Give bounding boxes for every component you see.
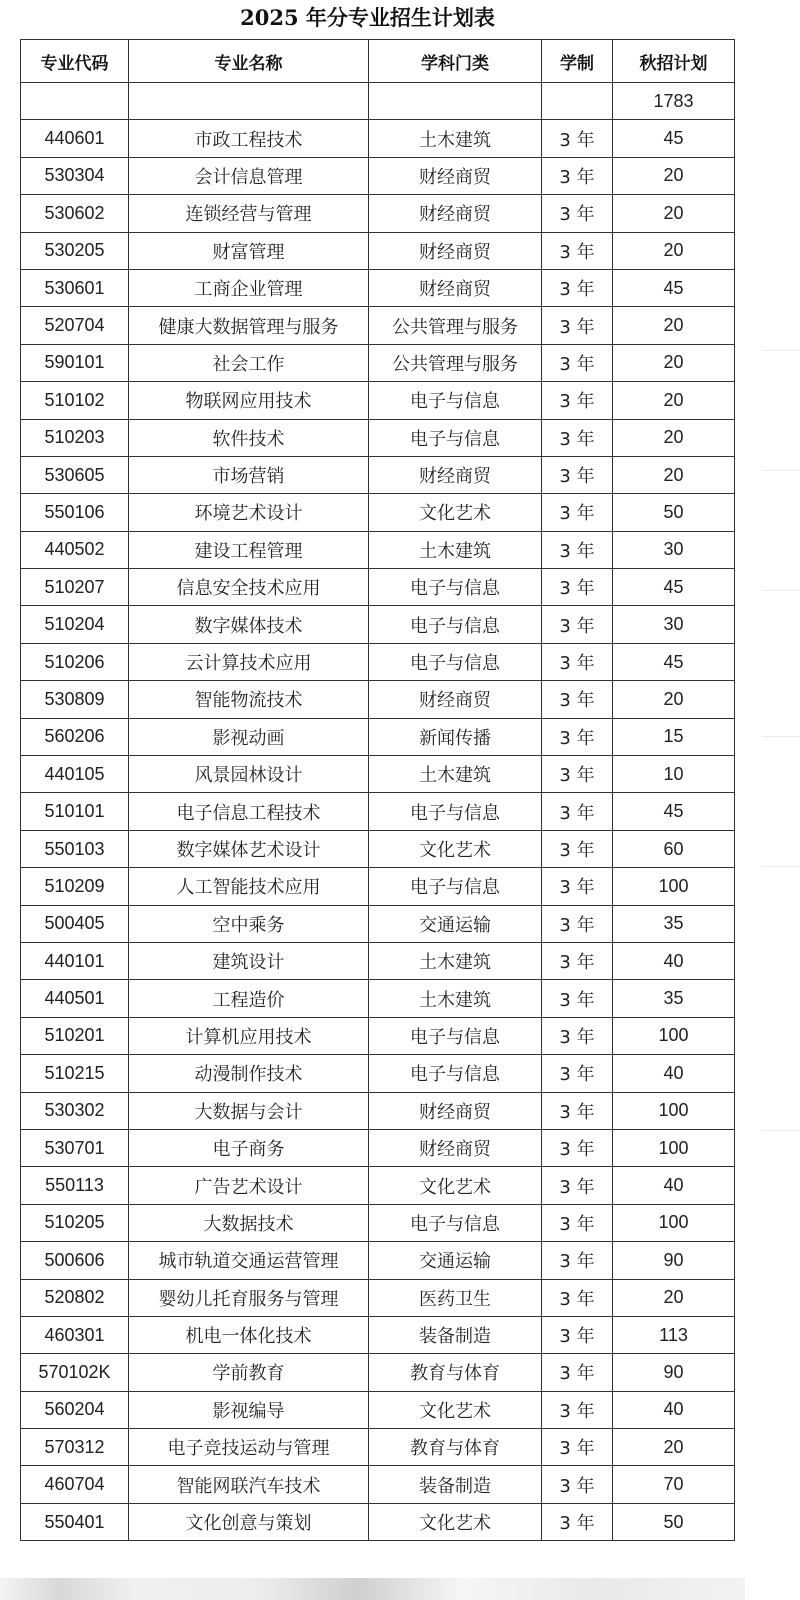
cell-major-code: 590101 xyxy=(21,344,129,381)
table-row xyxy=(21,1466,735,1503)
table-row xyxy=(21,1391,735,1428)
cell-major-code: 510102 xyxy=(21,382,129,419)
cell-autumn-plan: 30 xyxy=(613,531,735,568)
cell-duration: 3 年 xyxy=(542,681,613,718)
cell-major-name: 文化创意与策划 xyxy=(129,1503,369,1540)
table-row xyxy=(21,307,735,344)
cell-major-code: 550113 xyxy=(21,1167,129,1204)
cell-discipline: 公共管理与服务 xyxy=(369,307,542,344)
document-title: 2025 年分专业招生计划表 xyxy=(240,5,495,30)
cell-discipline: 文化艺术 xyxy=(369,494,542,531)
cell-major-code: 460301 xyxy=(21,1316,129,1353)
cell-discipline: 电子与信息 xyxy=(369,606,542,643)
cell-autumn-plan: 20 xyxy=(613,1279,735,1316)
table-row xyxy=(21,269,735,306)
header-major-code: 专业代码 xyxy=(21,40,129,83)
cell-autumn-plan: 90 xyxy=(613,1354,735,1391)
cell-duration: 3 年 xyxy=(542,1167,613,1204)
cell-duration: 3 年 xyxy=(542,830,613,867)
cell-major-name: 影视动画 xyxy=(129,718,369,755)
cell-major-name: 电子信息工程技术 xyxy=(129,793,369,830)
table-row xyxy=(21,942,735,979)
cell-autumn-plan: 45 xyxy=(613,793,735,830)
cell-major-code: 570102K xyxy=(21,1354,129,1391)
table-row xyxy=(21,1242,735,1279)
cell-discipline: 财经商贸 xyxy=(369,232,542,269)
margin-tick xyxy=(762,350,800,351)
cell-autumn-plan: 20 xyxy=(613,681,735,718)
cell-major-name: 云计算技术应用 xyxy=(129,643,369,680)
cell-autumn-plan: 40 xyxy=(613,1055,735,1092)
cell-autumn-plan: 20 xyxy=(613,157,735,194)
cell-major-name: 建设工程管理 xyxy=(129,531,369,568)
table-row xyxy=(21,344,735,381)
table-row xyxy=(21,1055,735,1092)
cell-major-code: 560204 xyxy=(21,1391,129,1428)
cell-major-name: 建筑设计 xyxy=(129,942,369,979)
header-autumn-plan: 秋招计划 xyxy=(613,40,735,83)
margin-tick xyxy=(762,590,800,591)
cell-duration: 3 年 xyxy=(542,942,613,979)
cell-major-name: 市政工程技术 xyxy=(129,120,369,157)
cell-major-name: 数字媒体艺术设计 xyxy=(129,830,369,867)
cell-duration: 3 年 xyxy=(542,718,613,755)
margin-tick xyxy=(762,736,800,737)
cell-autumn-plan: 100 xyxy=(613,1017,735,1054)
cell-duration: 3 年 xyxy=(542,531,613,568)
cell-major-code: 510203 xyxy=(21,419,129,456)
total-cell-name xyxy=(129,83,369,120)
header-duration: 学制 xyxy=(542,40,613,83)
cell-major-name: 工商企业管理 xyxy=(129,269,369,306)
cell-duration: 3 年 xyxy=(542,1503,613,1540)
cell-major-code: 530302 xyxy=(21,1092,129,1129)
cell-discipline: 电子与信息 xyxy=(369,1055,542,1092)
cell-duration: 3 年 xyxy=(542,1466,613,1503)
cell-major-code: 550106 xyxy=(21,494,129,531)
cell-duration: 3 年 xyxy=(542,1242,613,1279)
cell-major-code: 530809 xyxy=(21,681,129,718)
cell-discipline: 文化艺术 xyxy=(369,1167,542,1204)
cell-major-name: 市场营销 xyxy=(129,456,369,493)
table-row xyxy=(21,980,735,1017)
cell-autumn-plan: 40 xyxy=(613,1391,735,1428)
cell-major-code: 530304 xyxy=(21,157,129,194)
cell-major-code: 460704 xyxy=(21,1466,129,1503)
cell-major-code: 550103 xyxy=(21,830,129,867)
table-row xyxy=(21,905,735,942)
cell-major-code: 510101 xyxy=(21,793,129,830)
cell-autumn-plan: 50 xyxy=(613,1503,735,1540)
table-row xyxy=(21,382,735,419)
total-cell-discipline xyxy=(369,83,542,120)
table-row xyxy=(21,1204,735,1241)
cell-discipline: 土木建筑 xyxy=(369,942,542,979)
cell-duration: 3 年 xyxy=(542,569,613,606)
cell-autumn-plan: 90 xyxy=(613,1242,735,1279)
cell-autumn-plan: 20 xyxy=(613,1429,735,1466)
cell-autumn-plan: 100 xyxy=(613,1092,735,1129)
total-row xyxy=(21,83,735,120)
cell-major-name: 环境艺术设计 xyxy=(129,494,369,531)
cell-autumn-plan: 35 xyxy=(613,905,735,942)
cell-major-code: 520704 xyxy=(21,307,129,344)
cell-discipline: 公共管理与服务 xyxy=(369,344,542,381)
right-margin-strip xyxy=(752,0,800,1600)
cell-duration: 3 年 xyxy=(542,1354,613,1391)
cell-discipline: 电子与信息 xyxy=(369,1017,542,1054)
cell-major-code: 530205 xyxy=(21,232,129,269)
cell-duration: 3 年 xyxy=(542,793,613,830)
cell-duration: 3 年 xyxy=(542,157,613,194)
cell-major-code: 510209 xyxy=(21,868,129,905)
cell-discipline: 电子与信息 xyxy=(369,1204,542,1241)
table-row xyxy=(21,1092,735,1129)
cell-duration: 3 年 xyxy=(542,494,613,531)
cell-major-name: 电子商务 xyxy=(129,1129,369,1166)
cell-major-code: 500405 xyxy=(21,905,129,942)
cell-major-name: 物联网应用技术 xyxy=(129,382,369,419)
cell-duration: 3 年 xyxy=(542,232,613,269)
cell-major-name: 学前教育 xyxy=(129,1354,369,1391)
cell-discipline: 电子与信息 xyxy=(369,419,542,456)
table-row xyxy=(21,718,735,755)
table-row xyxy=(21,1167,735,1204)
cell-autumn-plan: 20 xyxy=(613,382,735,419)
cell-autumn-plan: 100 xyxy=(613,868,735,905)
cell-discipline: 装备制造 xyxy=(369,1466,542,1503)
cell-discipline: 教育与体育 xyxy=(369,1429,542,1466)
cell-major-name: 影视编导 xyxy=(129,1391,369,1428)
table-header-row xyxy=(21,40,735,83)
cell-major-code: 530701 xyxy=(21,1129,129,1166)
cell-discipline: 电子与信息 xyxy=(369,569,542,606)
cell-discipline: 财经商贸 xyxy=(369,456,542,493)
cell-major-name: 工程造价 xyxy=(129,980,369,1017)
cell-major-name: 健康大数据管理与服务 xyxy=(129,307,369,344)
cell-discipline: 土木建筑 xyxy=(369,120,542,157)
cell-duration: 3 年 xyxy=(542,1092,613,1129)
cell-major-name: 机电一体化技术 xyxy=(129,1316,369,1353)
cell-duration: 3 年 xyxy=(542,1129,613,1166)
cell-autumn-plan: 35 xyxy=(613,980,735,1017)
cell-discipline: 新闻传播 xyxy=(369,718,542,755)
table-row xyxy=(21,606,735,643)
cell-duration: 3 年 xyxy=(542,980,613,1017)
total-plan-value: 1783 xyxy=(613,83,735,120)
cell-major-name: 城市轨道交通运营管理 xyxy=(129,1242,369,1279)
table-row xyxy=(21,868,735,905)
table-row xyxy=(21,793,735,830)
cell-major-code: 530601 xyxy=(21,269,129,306)
cell-discipline: 财经商贸 xyxy=(369,269,542,306)
cell-autumn-plan: 45 xyxy=(613,269,735,306)
cell-discipline: 电子与信息 xyxy=(369,793,542,830)
cell-duration: 3 年 xyxy=(542,1055,613,1092)
cell-autumn-plan: 45 xyxy=(613,643,735,680)
table-row xyxy=(21,1503,735,1540)
cell-major-code: 520802 xyxy=(21,1279,129,1316)
table-row xyxy=(21,830,735,867)
cell-discipline: 文化艺术 xyxy=(369,830,542,867)
table-row xyxy=(21,756,735,793)
cell-duration: 3 年 xyxy=(542,606,613,643)
cell-autumn-plan: 113 xyxy=(613,1316,735,1353)
bottom-scroll-shadow xyxy=(0,1578,745,1600)
cell-autumn-plan: 20 xyxy=(613,307,735,344)
cell-major-name: 连锁经营与管理 xyxy=(129,195,369,232)
cell-major-name: 风景园林设计 xyxy=(129,756,369,793)
cell-duration: 3 年 xyxy=(542,1279,613,1316)
cell-autumn-plan: 20 xyxy=(613,195,735,232)
cell-major-name: 广告艺术设计 xyxy=(129,1167,369,1204)
cell-discipline: 文化艺术 xyxy=(369,1391,542,1428)
cell-duration: 3 年 xyxy=(542,756,613,793)
cell-major-name: 社会工作 xyxy=(129,344,369,381)
table-row xyxy=(21,195,735,232)
total-cell-duration xyxy=(542,83,613,120)
cell-autumn-plan: 15 xyxy=(613,718,735,755)
table-body xyxy=(21,83,735,1541)
cell-major-code: 510205 xyxy=(21,1204,129,1241)
cell-major-code: 440601 xyxy=(21,120,129,157)
table-row xyxy=(21,1017,735,1054)
cell-major-name: 会计信息管理 xyxy=(129,157,369,194)
cell-discipline: 财经商贸 xyxy=(369,195,542,232)
cell-discipline: 财经商贸 xyxy=(369,1092,542,1129)
cell-major-name: 大数据技术 xyxy=(129,1204,369,1241)
cell-major-code: 550401 xyxy=(21,1503,129,1540)
table-row xyxy=(21,569,735,606)
cell-autumn-plan: 20 xyxy=(613,456,735,493)
cell-major-name: 数字媒体技术 xyxy=(129,606,369,643)
cell-major-name: 软件技术 xyxy=(129,419,369,456)
cell-discipline: 教育与体育 xyxy=(369,1354,542,1391)
cell-major-code: 560206 xyxy=(21,718,129,755)
table-row xyxy=(21,531,735,568)
cell-discipline: 土木建筑 xyxy=(369,756,542,793)
header-discipline: 学科门类 xyxy=(369,40,542,83)
cell-major-name: 人工智能技术应用 xyxy=(129,868,369,905)
cell-autumn-plan: 10 xyxy=(613,756,735,793)
cell-duration: 3 年 xyxy=(542,643,613,680)
cell-discipline: 土木建筑 xyxy=(369,531,542,568)
cell-duration: 3 年 xyxy=(542,1316,613,1353)
cell-duration: 3 年 xyxy=(542,120,613,157)
table-row xyxy=(21,681,735,718)
cell-major-name: 大数据与会计 xyxy=(129,1092,369,1129)
table-row xyxy=(21,1279,735,1316)
table-row xyxy=(21,120,735,157)
table-row xyxy=(21,456,735,493)
table-row xyxy=(21,1129,735,1166)
margin-tick xyxy=(762,1130,800,1131)
cell-duration: 3 年 xyxy=(542,868,613,905)
table-row xyxy=(21,1354,735,1391)
cell-autumn-plan: 100 xyxy=(613,1129,735,1166)
cell-autumn-plan: 70 xyxy=(613,1466,735,1503)
cell-autumn-plan: 60 xyxy=(613,830,735,867)
cell-major-code: 510204 xyxy=(21,606,129,643)
cell-discipline: 医药卫生 xyxy=(369,1279,542,1316)
cell-autumn-plan: 40 xyxy=(613,942,735,979)
cell-major-code: 510207 xyxy=(21,569,129,606)
cell-major-code: 510206 xyxy=(21,643,129,680)
cell-duration: 3 年 xyxy=(542,269,613,306)
cell-major-name: 信息安全技术应用 xyxy=(129,569,369,606)
cell-duration: 3 年 xyxy=(542,456,613,493)
cell-major-name: 计算机应用技术 xyxy=(129,1017,369,1054)
cell-major-name: 财富管理 xyxy=(129,232,369,269)
cell-autumn-plan: 20 xyxy=(613,344,735,381)
margin-tick xyxy=(762,470,800,471)
cell-major-code: 440501 xyxy=(21,980,129,1017)
table-row xyxy=(21,419,735,456)
cell-discipline: 文化艺术 xyxy=(369,1503,542,1540)
cell-major-code: 570312 xyxy=(21,1429,129,1466)
enrollment-plan-table xyxy=(20,39,735,1541)
cell-major-code: 500606 xyxy=(21,1242,129,1279)
cell-duration: 3 年 xyxy=(542,1204,613,1241)
cell-autumn-plan: 45 xyxy=(613,120,735,157)
cell-duration: 3 年 xyxy=(542,905,613,942)
table-row xyxy=(21,643,735,680)
table-row xyxy=(21,232,735,269)
cell-major-code: 440502 xyxy=(21,531,129,568)
table-row xyxy=(21,1316,735,1353)
cell-major-name: 智能网联汽车技术 xyxy=(129,1466,369,1503)
cell-duration: 3 年 xyxy=(542,195,613,232)
margin-tick xyxy=(762,866,800,867)
table-row xyxy=(21,1429,735,1466)
total-cell-code xyxy=(21,83,129,120)
cell-major-name: 智能物流技术 xyxy=(129,681,369,718)
cell-autumn-plan: 20 xyxy=(613,232,735,269)
cell-discipline: 财经商贸 xyxy=(369,157,542,194)
cell-major-code: 510201 xyxy=(21,1017,129,1054)
header-major-name: 专业名称 xyxy=(129,40,369,83)
cell-autumn-plan: 40 xyxy=(613,1167,735,1204)
cell-major-name: 电子竞技运动与管理 xyxy=(129,1429,369,1466)
cell-major-code: 440105 xyxy=(21,756,129,793)
cell-duration: 3 年 xyxy=(542,307,613,344)
cell-major-code: 510215 xyxy=(21,1055,129,1092)
cell-duration: 3 年 xyxy=(542,344,613,381)
table-row xyxy=(21,494,735,531)
cell-autumn-plan: 50 xyxy=(613,494,735,531)
cell-major-name: 空中乘务 xyxy=(129,905,369,942)
cell-discipline: 电子与信息 xyxy=(369,382,542,419)
cell-autumn-plan: 100 xyxy=(613,1204,735,1241)
cell-duration: 3 年 xyxy=(542,1391,613,1428)
cell-major-name: 动漫制作技术 xyxy=(129,1055,369,1092)
cell-autumn-plan: 20 xyxy=(613,419,735,456)
cell-discipline: 土木建筑 xyxy=(369,980,542,1017)
cell-duration: 3 年 xyxy=(542,1017,613,1054)
table-row xyxy=(21,157,735,194)
cell-major-code: 530602 xyxy=(21,195,129,232)
cell-discipline: 财经商贸 xyxy=(369,681,542,718)
cell-discipline: 财经商贸 xyxy=(369,1129,542,1166)
cell-duration: 3 年 xyxy=(542,1429,613,1466)
cell-major-code: 530605 xyxy=(21,456,129,493)
cell-autumn-plan: 30 xyxy=(613,606,735,643)
cell-major-name: 婴幼儿托育服务与管理 xyxy=(129,1279,369,1316)
cell-discipline: 装备制造 xyxy=(369,1316,542,1353)
cell-discipline: 电子与信息 xyxy=(369,643,542,680)
cell-discipline: 交通运输 xyxy=(369,1242,542,1279)
cell-discipline: 电子与信息 xyxy=(369,868,542,905)
cell-major-code: 440101 xyxy=(21,942,129,979)
cell-duration: 3 年 xyxy=(542,382,613,419)
cell-autumn-plan: 45 xyxy=(613,569,735,606)
cell-duration: 3 年 xyxy=(542,419,613,456)
cell-discipline: 交通运输 xyxy=(369,905,542,942)
